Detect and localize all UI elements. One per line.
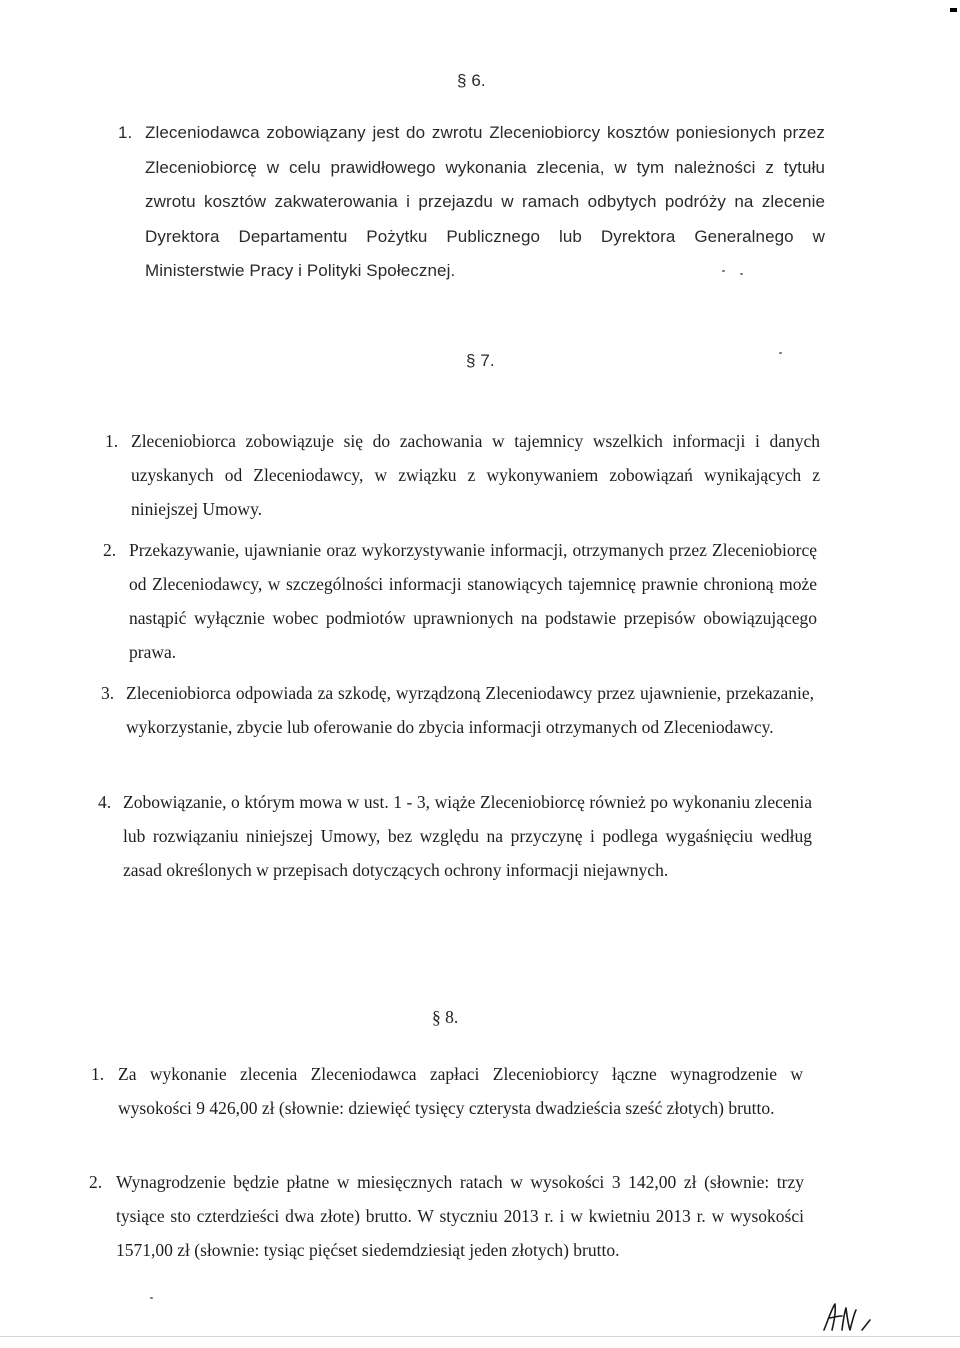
- handwritten-initials: [818, 1300, 874, 1334]
- scan-speck: [150, 1297, 153, 1299]
- item-number: 2.: [89, 1172, 103, 1192]
- section-6-heading: § 6.: [457, 71, 486, 90]
- item-number: 1.: [91, 1064, 105, 1084]
- section-8-heading: § 8.: [432, 1007, 459, 1027]
- item-text: Zleceniobiorca zobowiązuje się do zachowania w tajemnicy wszelkich informacji i danych uzyskanych od Zleceniodawcy, w związku z wykonywaniem zobowiązań wynikających z niniejszej Umowy.: [131, 431, 820, 519]
- item-number: 1.: [105, 431, 119, 451]
- scan-speck: [722, 270, 725, 272]
- page-bottom-edge: [0, 1336, 960, 1337]
- item-text: Zleceniodawca zobowiązany jest do zwrotu Zleceniobiorcy kosztów poniesionych przez Zleceniobiorcę w celu prawidłowego wykonania zlecenia, w tym należności z tytułu zwrotu kosztów zakwaterowania i przejazdu w ramach odbytych podróży na zlecenie Dyrektora Departamentu Pożytku Publicznego lub Dyrektora Generalnego w Ministerstwie Pracy i Polityki Społecznej.: [145, 123, 825, 280]
- item-number: 2.: [103, 540, 117, 560]
- scan-speck: [779, 352, 782, 354]
- item-text: Za wykonanie zlecenia Zleceniodawca zapłaci Zleceniobiorcy łączne wynagrodzenie w wysokości 9 426,00 zł (słownie: dziewięć tysięcy czterysta dwadzieścia sześć złotych) brutto.: [118, 1064, 803, 1118]
- item-number: 1.: [118, 123, 133, 142]
- item-text: Zobowiązanie, o którym mowa w ust. 1 - 3, wiąże Zleceniobiorcę również po wykonaniu zlecenia lub rozwiązaniu niniejszej Umowy, bez względu na przyczynę i podlega wygaśnięciu według zasad określonych w przepisach dotyczących ochrony informacji niejawnych.: [123, 792, 812, 880]
- item-number: 3.: [101, 683, 115, 703]
- item-number: 4.: [98, 792, 112, 812]
- item-text: Wynagrodzenie będzie płatne w miesięcznych ratach w wysokości 3 142,00 zł (słownie: trzy tysiące sto czterdzieści dwa złote) brutto. W styczniu 2013 r. i w kwietniu 2013 r. w wysokości 1571,00 zł (słownie: tysiąc pięćset siedemdziesiąt jeden złotych) brutto.: [116, 1172, 804, 1260]
- item-text: Przekazywanie, ujawnianie oraz wykorzystywanie informacji, otrzymanych przez Zleceniobiorcę od Zleceniodawcy, w szczególności informacji stanowiących tajemnicę prawnie chronioną może nastąpić wyłącznie wobec podmiotów uprawnionych na podstawie przepisów obowiązującego prawa.: [129, 540, 817, 662]
- scan-speck: [740, 273, 743, 275]
- item-text: Zleceniobiorca odpowiada za szkodę, wyrządzoną Zleceniodawcy przez ujawnienie, przekazanie, wykorzystanie, zbycie lub oferowanie do zbycia informacji otrzymanych od Zleceniodawcy.: [126, 683, 814, 737]
- scan-mark: [950, 8, 957, 12]
- section-7-heading: § 7.: [466, 351, 495, 370]
